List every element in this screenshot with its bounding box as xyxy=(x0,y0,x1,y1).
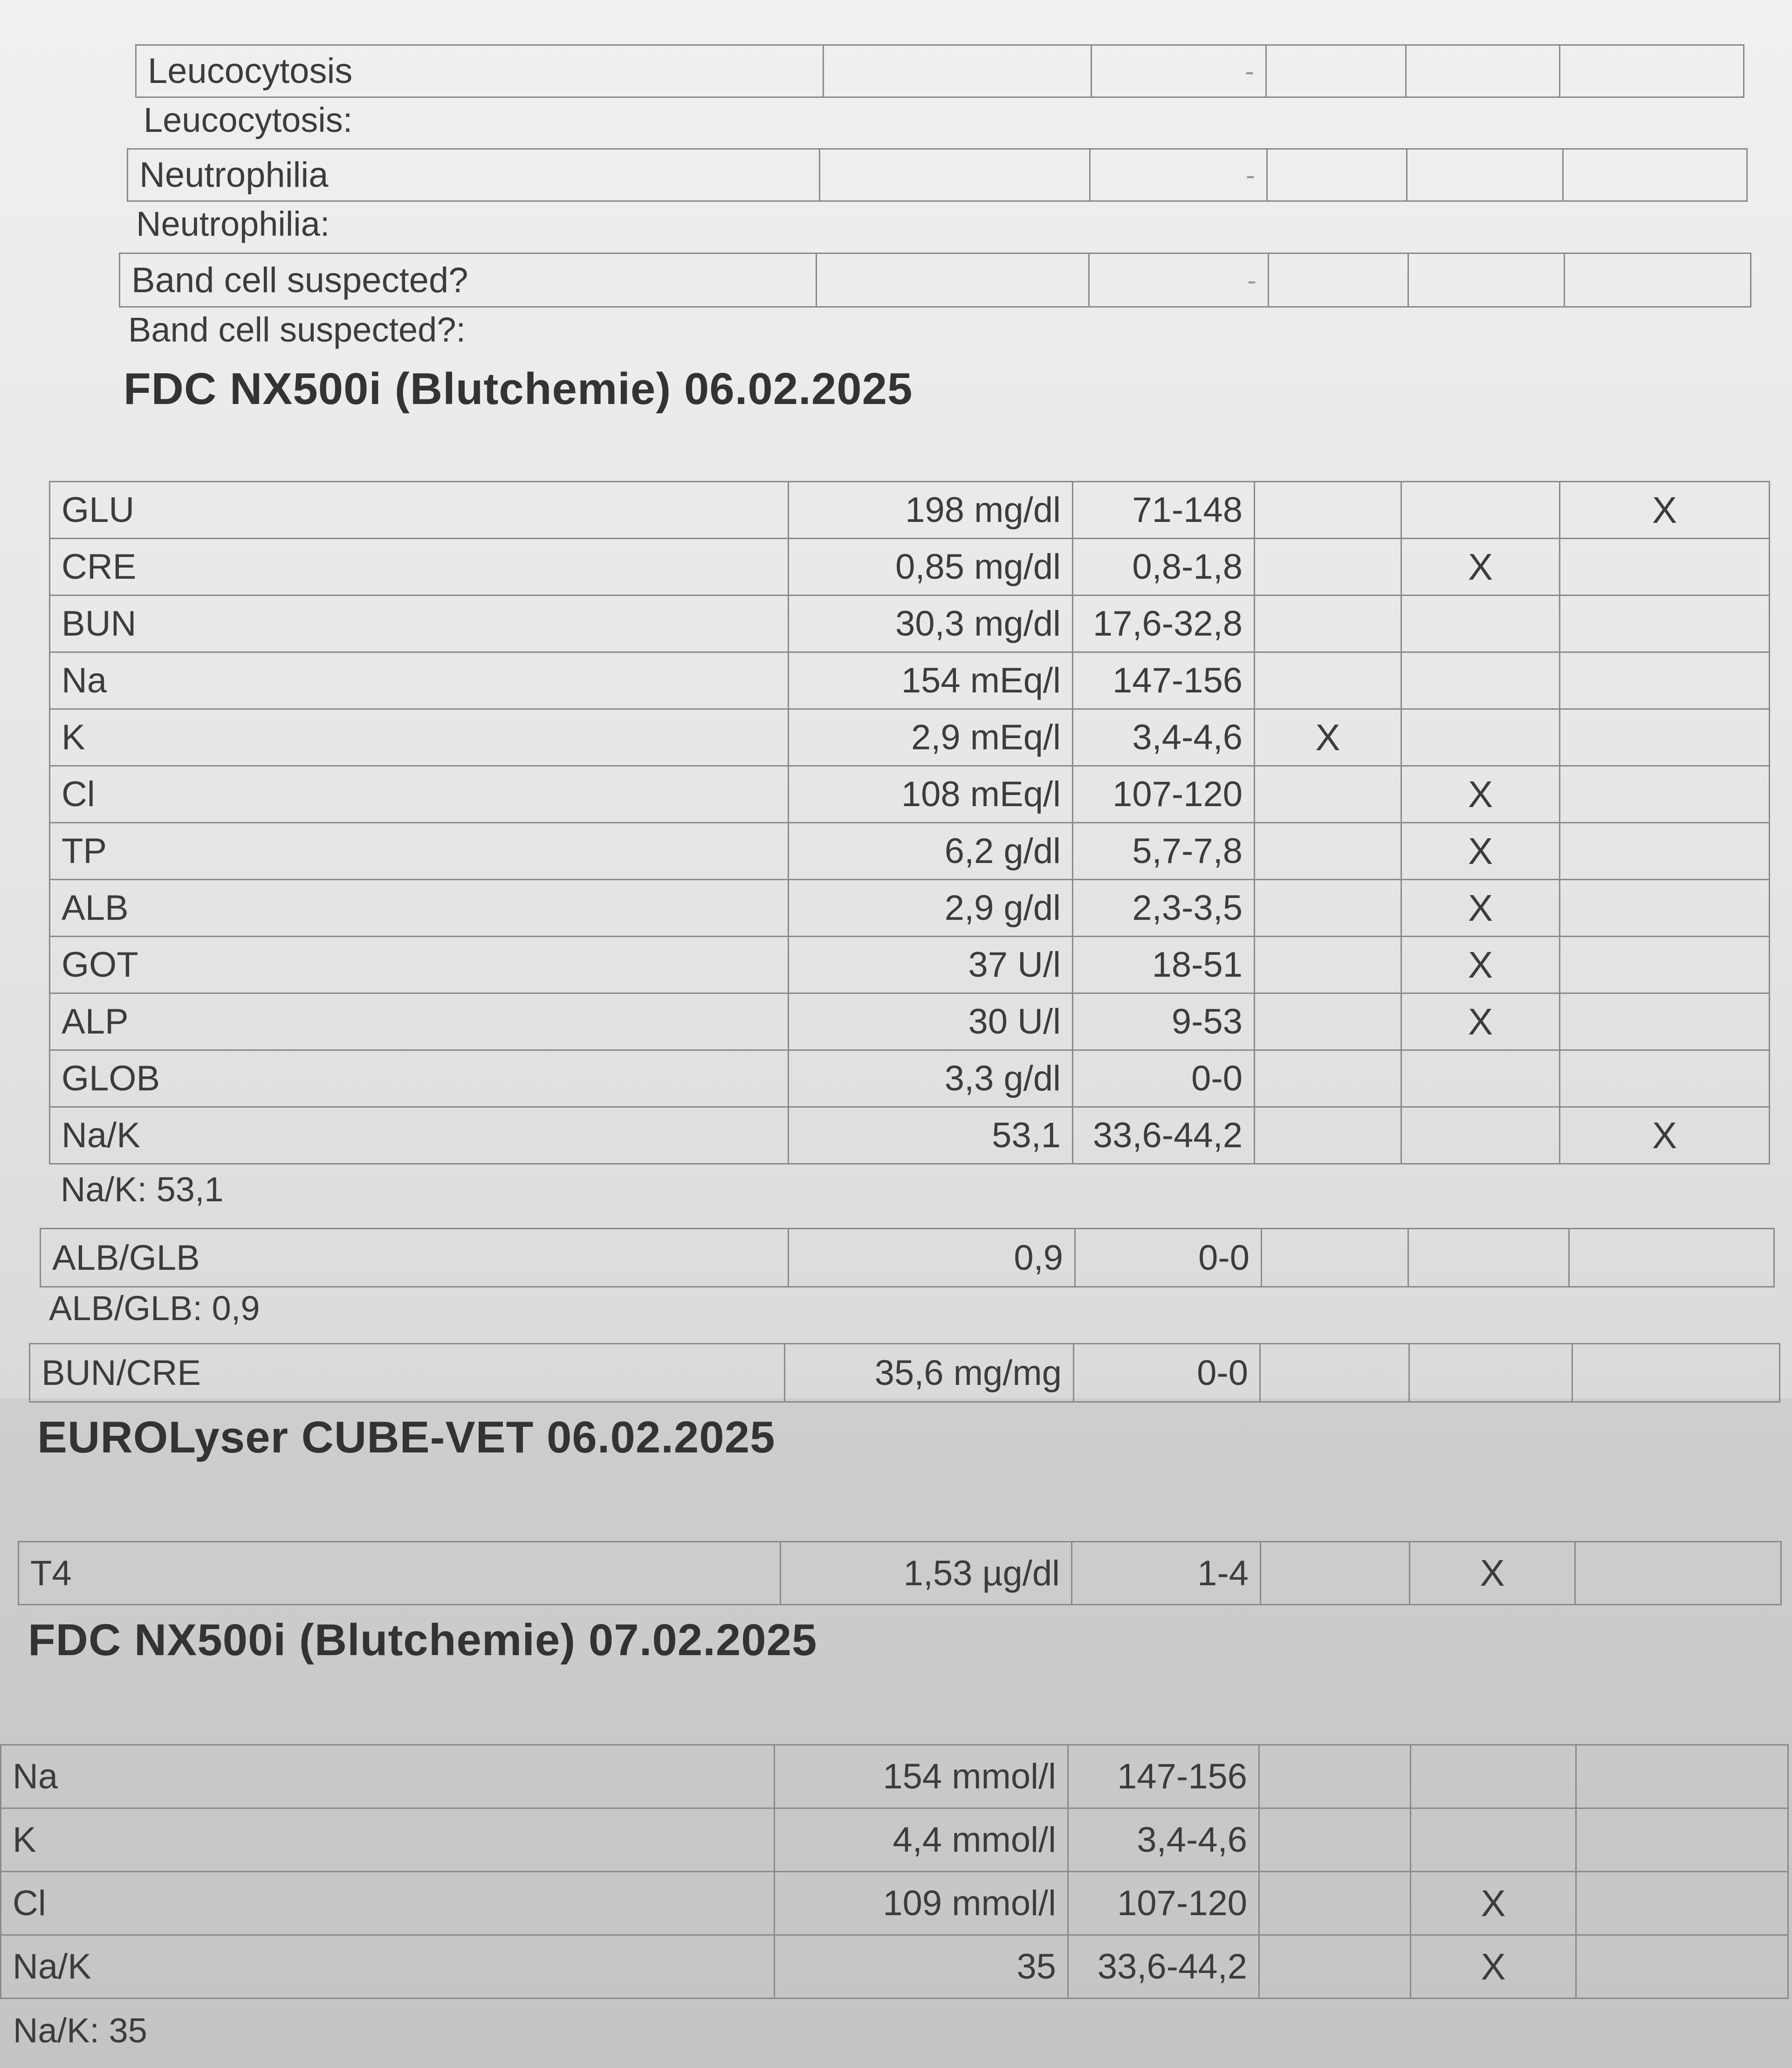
normal-flag xyxy=(1401,1050,1560,1107)
reference-range: 33,6-44,2 xyxy=(1073,1107,1255,1164)
low-flag: X xyxy=(1255,709,1401,766)
high-flag xyxy=(1560,652,1770,709)
high-flag xyxy=(1576,1745,1788,1808)
table-row xyxy=(50,993,1770,1050)
alb-glb-caption: ALB/GLB: 0,9 xyxy=(49,1289,260,1328)
reference-range: 5,7-7,8 xyxy=(1073,823,1255,880)
reference-range: 0-0 xyxy=(1075,1229,1262,1287)
analyte-value: 30 U/l xyxy=(789,993,1073,1050)
reference-range: 3,4-4,6 xyxy=(1073,709,1255,766)
analyte-name: BUN xyxy=(50,596,789,652)
low-flag xyxy=(1255,823,1401,880)
analyte-name: BUN/CRE xyxy=(30,1344,785,1402)
analyte-value: 30,3 mg/dl xyxy=(789,596,1073,652)
flag-name: Band cell suspected? xyxy=(120,253,817,307)
normal-flag: X xyxy=(1401,539,1560,596)
high-flag xyxy=(1560,823,1770,880)
table-row xyxy=(50,823,1770,880)
flag-table-leucocytosis xyxy=(135,44,1744,98)
normal-flag: X xyxy=(1401,766,1560,823)
analyte-name: Na xyxy=(50,652,789,709)
normal-flag xyxy=(1401,652,1560,709)
high-cell xyxy=(1560,45,1744,97)
reference-range: 17,6-32,8 xyxy=(1073,596,1255,652)
ref-cell: - xyxy=(1090,149,1267,201)
analyte-name: GOT xyxy=(50,937,789,993)
flag-caption: Neutrophilia: xyxy=(136,205,330,243)
reference-range: 1-4 xyxy=(1072,1542,1261,1605)
analyte-name: GLOB xyxy=(50,1050,789,1107)
analyte-value: 1,53 µg/dl xyxy=(781,1542,1072,1605)
normal-flag: X xyxy=(1401,937,1560,993)
analyte-name: ALB/GLB xyxy=(41,1229,789,1287)
low-flag xyxy=(1255,993,1401,1050)
low-flag xyxy=(1261,1542,1410,1605)
normal-flag xyxy=(1401,709,1560,766)
analyte-name: T4 xyxy=(19,1542,781,1605)
low-flag xyxy=(1259,1745,1411,1808)
table-row xyxy=(50,1050,1770,1107)
table-row xyxy=(1,1745,1788,1808)
analyte-name: CRE xyxy=(50,539,789,596)
high-flag xyxy=(1560,766,1770,823)
table-row xyxy=(50,937,1770,993)
flag-caption: Leucocytosis: xyxy=(144,101,353,139)
analyte-value: 37 U/l xyxy=(789,937,1073,993)
high-cell xyxy=(1563,149,1747,201)
ref-cell: - xyxy=(1092,45,1266,97)
analyte-value: 2,9 mEq/l xyxy=(789,709,1073,766)
bun-cre-table xyxy=(29,1343,1780,1403)
high-flag xyxy=(1576,1808,1788,1872)
low-cell xyxy=(1260,1344,1409,1402)
analyte-value: 0,85 mg/dl xyxy=(789,539,1073,596)
reference-range: 9-53 xyxy=(1073,993,1255,1050)
analyte-name: Na xyxy=(1,1745,775,1808)
table-row xyxy=(50,880,1770,937)
normal-flag xyxy=(1401,1107,1560,1164)
low-flag xyxy=(1259,1808,1411,1872)
analyte-value: 53,1 xyxy=(789,1107,1073,1164)
table-row xyxy=(50,652,1770,709)
low-flag xyxy=(1255,937,1401,993)
high-flag: X xyxy=(1560,482,1770,539)
chemistry-table-06-02 xyxy=(49,481,1770,1164)
section-title: FDC NX500i (Blutchemie) 07.02.2025 xyxy=(28,1615,817,1665)
normal-flag xyxy=(1411,1808,1576,1872)
analyte-value: 3,3 g/dl xyxy=(789,1050,1073,1107)
normal-cell xyxy=(1408,253,1565,307)
na-k-caption: Na/K: 53,1 xyxy=(61,1170,224,1209)
high-cell xyxy=(1565,253,1751,307)
normal-flag: X xyxy=(1411,1872,1576,1935)
low-flag xyxy=(1255,1107,1401,1164)
reference-range: 0-0 xyxy=(1074,1344,1260,1402)
high-flag xyxy=(1560,709,1770,766)
analyte-value: 0,9 xyxy=(789,1229,1075,1287)
reference-range: 2,3-3,5 xyxy=(1073,880,1255,937)
reference-range: 107-120 xyxy=(1068,1872,1259,1935)
na-k-caption: Na/K: 35 xyxy=(13,2011,147,2050)
low-flag xyxy=(1255,1050,1401,1107)
analyte-value: 154 mEq/l xyxy=(789,652,1073,709)
reference-range: 33,6-44,2 xyxy=(1068,1935,1259,1999)
low-cell xyxy=(1267,149,1407,201)
high-flag xyxy=(1575,1542,1781,1605)
value-cell xyxy=(824,45,1092,97)
low-flag xyxy=(1255,652,1401,709)
analyte-name: Cl xyxy=(1,1872,775,1935)
flag-table-neutrophilia xyxy=(127,148,1748,202)
table-row xyxy=(50,1107,1770,1164)
low-flag xyxy=(1255,482,1401,539)
analyte-value: 4,4 mmol/l xyxy=(775,1808,1068,1872)
alb-glb-table xyxy=(40,1228,1775,1287)
section-title: EUROLyser CUBE-VET 06.02.2025 xyxy=(37,1412,776,1462)
flag-table-band-cell xyxy=(119,253,1751,308)
flag-name: Neutrophilia xyxy=(128,149,820,201)
analyte-value: 6,2 g/dl xyxy=(789,823,1073,880)
flag-name: Leucocytosis xyxy=(136,45,824,97)
high-flag xyxy=(1576,1872,1788,1935)
analyte-name: ALP xyxy=(50,993,789,1050)
analyte-name: Cl xyxy=(50,766,789,823)
high-cell xyxy=(1569,1229,1774,1287)
low-cell xyxy=(1266,45,1406,97)
high-flag xyxy=(1560,880,1770,937)
table-row xyxy=(1,1808,1788,1872)
normal-flag xyxy=(1401,596,1560,652)
reference-range: 147-156 xyxy=(1068,1745,1259,1808)
low-flag xyxy=(1255,539,1401,596)
high-flag xyxy=(1560,539,1770,596)
analyte-value: 109 mmol/l xyxy=(775,1872,1068,1935)
table-row xyxy=(1,1935,1788,1999)
reference-range: 18-51 xyxy=(1073,937,1255,993)
normal-flag xyxy=(1411,1745,1576,1808)
analyte-value: 2,9 g/dl xyxy=(789,880,1073,937)
reference-range: 107-120 xyxy=(1073,766,1255,823)
normal-flag: X xyxy=(1401,993,1560,1050)
chemistry-table-07-02 xyxy=(0,1744,1789,1999)
normal-flag: X xyxy=(1411,1935,1576,1999)
analyte-name: TP xyxy=(50,823,789,880)
analyte-value: 108 mEq/l xyxy=(789,766,1073,823)
value-cell xyxy=(817,253,1089,307)
analyte-value: 35 xyxy=(775,1935,1068,1999)
normal-cell xyxy=(1408,1229,1569,1287)
high-cell xyxy=(1572,1344,1780,1402)
reference-range: 0,8-1,8 xyxy=(1073,539,1255,596)
normal-cell xyxy=(1407,149,1563,201)
table-row xyxy=(50,766,1770,823)
normal-cell xyxy=(1409,1344,1572,1402)
normal-flag: X xyxy=(1401,880,1560,937)
analyte-name: K xyxy=(1,1808,775,1872)
low-flag xyxy=(1259,1872,1411,1935)
analyte-value: 35,6 mg/mg xyxy=(785,1344,1074,1402)
low-flag xyxy=(1259,1935,1411,1999)
table-row xyxy=(50,482,1770,539)
analyte-name: ALB xyxy=(50,880,789,937)
normal-cell xyxy=(1406,45,1560,97)
low-flag xyxy=(1255,596,1401,652)
table-row xyxy=(50,539,1770,596)
analyte-name: GLU xyxy=(50,482,789,539)
table-row xyxy=(50,596,1770,652)
high-flag: X xyxy=(1560,1107,1770,1164)
normal-flag xyxy=(1401,482,1560,539)
table-row xyxy=(1,1872,1788,1935)
high-flag xyxy=(1560,937,1770,993)
reference-range: 3,4-4,6 xyxy=(1068,1808,1259,1872)
section-title: FDC NX500i (Blutchemie) 06.02.2025 xyxy=(124,364,913,414)
high-flag xyxy=(1560,596,1770,652)
reference-range: 71-148 xyxy=(1073,482,1255,539)
t4-table xyxy=(18,1541,1782,1605)
high-flag xyxy=(1560,1050,1770,1107)
flag-caption: Band cell suspected?: xyxy=(128,310,466,349)
reference-range: 147-156 xyxy=(1073,652,1255,709)
low-flag xyxy=(1255,766,1401,823)
low-cell xyxy=(1262,1229,1408,1287)
high-flag xyxy=(1560,993,1770,1050)
normal-flag: X xyxy=(1401,823,1560,880)
ref-cell: - xyxy=(1089,253,1269,307)
analyte-name: Na/K xyxy=(50,1107,789,1164)
analyte-name: Na/K xyxy=(1,1935,775,1999)
analyte-value: 198 mg/dl xyxy=(789,482,1073,539)
table-row xyxy=(50,709,1770,766)
reference-range: 0-0 xyxy=(1073,1050,1255,1107)
value-cell xyxy=(820,149,1090,201)
analyte-name: K xyxy=(50,709,789,766)
high-flag xyxy=(1576,1935,1788,1999)
normal-flag: X xyxy=(1410,1542,1575,1605)
low-cell xyxy=(1269,253,1408,307)
analyte-value: 154 mmol/l xyxy=(775,1745,1068,1808)
low-flag xyxy=(1255,880,1401,937)
